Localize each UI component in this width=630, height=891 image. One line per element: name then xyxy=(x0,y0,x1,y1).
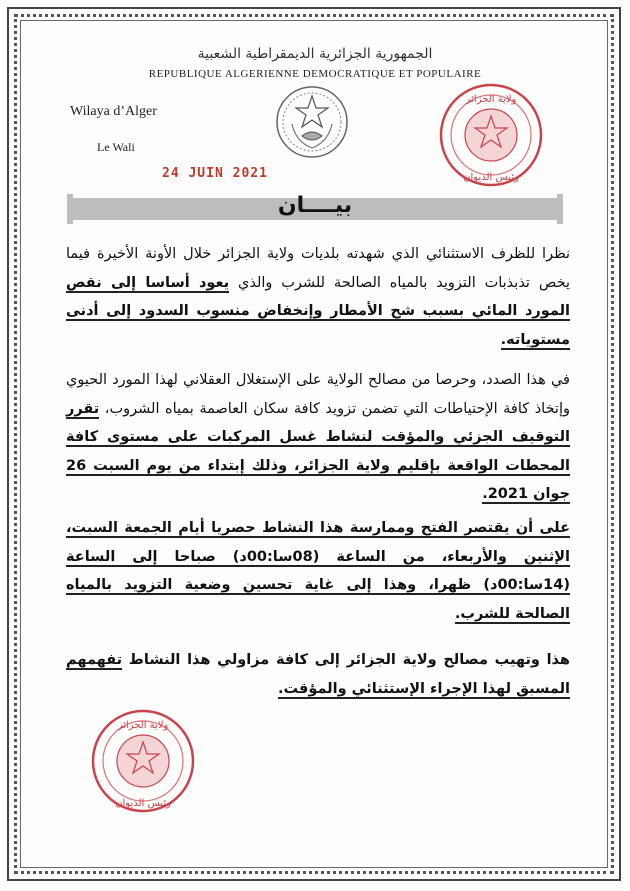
date-stamp: 24 JUIN 2021 xyxy=(162,166,268,181)
paragraph-4-emphasis: تفهمهم المسبق لهذا الإجراء الإستثنائي والمؤقت. xyxy=(66,652,570,697)
paragraph-1-text: نظرا للظرف الاستثنائي الذي شهدته بلديات ولاية الجزائر خلال الأونة الأخيرة فيما يخص تذبذبات التزويد بالمياه الصالحة للشرب والذي xyxy=(66,246,570,291)
stamp-top-text-2: رئيس الديوان xyxy=(463,172,519,183)
paragraph-2-text: في هذا الصدد، وحرصا من مصالح الولاية على الإستغلال العقلاني لهذا المورد الحيوي وإتخاذ كافة الإحتياطات التي تضمن تزويد كافة سكان العاصمة بمياه الشروب، xyxy=(66,372,570,417)
header-french-republic: REPUBLIQUE ALGERIENNE DEMOCRATIQUE ET POPULAIRE xyxy=(148,68,482,80)
paragraph-1 xyxy=(66,240,570,354)
paragraph-4-text: هذا وتهيب مصالح ولاية الجزائر إلى كافة مزاولي هذا النشاط xyxy=(122,652,570,668)
wilaya-label: Wilaya d’Alger xyxy=(70,104,157,119)
wali-label: Le Wali xyxy=(97,140,135,154)
stamp-top-text-1: ولاية الجزائر xyxy=(465,94,517,105)
national-emblem-icon xyxy=(272,84,352,160)
paragraph-3-text: على أن يقتصر الفتح وممارسة هذا النشاط حصريا أيام الجمعة السبت، الإثنين والأربعاء، من الساعة (08سا:00د) صباحا إلى الساعة (14سا:00د) ظهرا، وهذا إلى غاية تحسين وضعية التزويد بالمياه الصالحة للشرب. xyxy=(66,520,570,622)
official-seal-bottom-icon xyxy=(88,706,198,816)
paragraph-3 xyxy=(66,514,570,628)
stamp-bottom-text-2: رئيس الديوان xyxy=(115,798,171,809)
paragraph-1-emphasis: يعود أساسا إلى نقص المورد المائي بسبب شح الأمطار وإنخفاض منسوب السدود إلى أدنى مستوياته. xyxy=(66,274,570,348)
official-seal-top-icon xyxy=(436,80,546,190)
paragraph-4 xyxy=(66,646,570,703)
document-title: بيــــان xyxy=(277,193,353,218)
paragraph-2-emphasis: تقرر التوقيف الجزئي والمؤقت لنشاط غسل المركبات على مستوى كافة المحطات الواقعة بإقليم ولاية الجزائر، وذلك إبتداء من يوم السبت 26 جوان 2021. xyxy=(66,400,570,502)
header-arabic-republic: الجمهورية الجزائرية الديمقراطية الشعبية xyxy=(197,46,433,62)
stamp-bottom-text-1: ولاية الجزائر xyxy=(117,720,169,731)
paragraph-2 xyxy=(66,366,570,509)
